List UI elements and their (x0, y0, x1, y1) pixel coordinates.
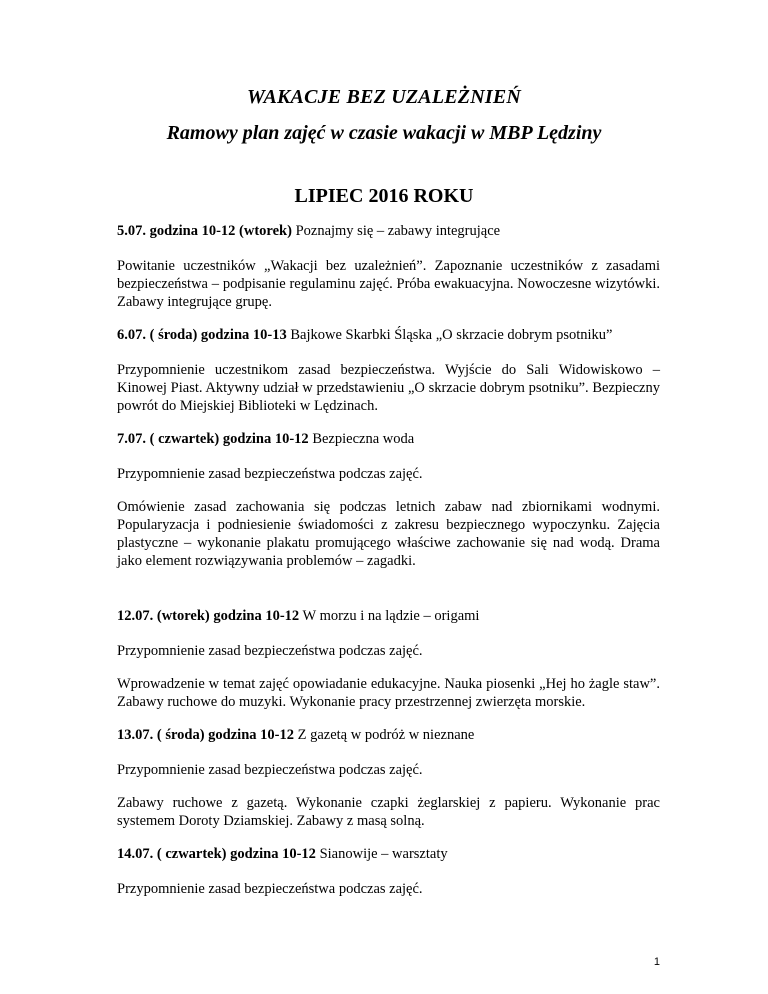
entry-topic: Z gazetą w podróż w nieznane (293, 727, 475, 743)
entry-paragraph: Przypomnienie zasad bezpieczeństwa podczas zajęć. (117, 643, 423, 659)
entry-topic: Bezpieczna woda (308, 431, 415, 447)
document-title: WAKACJE BEZ UZALEŻNIEŃ (246, 86, 522, 108)
entry-date: 6.07. ( środa) godzina 10-13 (117, 327, 287, 343)
entry-date: 14.07. ( czwartek) godzina 10-12 (117, 846, 316, 862)
entry-paragraph: Przypomnienie zasad bezpieczeństwa podczas zajęć. (117, 762, 423, 778)
entry-topic: Poznajmy się – zabawy integrujące (291, 223, 501, 239)
month-heading: LIPIEC 2016 ROKU (294, 185, 474, 207)
entry-heading (117, 222, 660, 240)
schedule-content (117, 222, 660, 913)
entry-heading (117, 845, 660, 863)
page-number: 1 (653, 956, 660, 968)
entry-paragraph: Przypomnienie zasad bezpieczeństwa podczas zajęć. (117, 881, 423, 897)
entry-topic: Sianowije – warsztaty (315, 846, 448, 862)
entry-paragraph: Omówienie zasad zachowania się podczas letnich zabaw nad zbiornikami wodnymi. Popularyzacja i podniesienie świadomości z zakresu bezpiecznego wypoczynku. Zajęcia plastyczne – wykonanie plakatu promującego właściwe zachowanie się nad wodą. Drama jako element rozwiązywania problemów – zagadki. (117, 499, 660, 569)
entry-date: 7.07. ( czwartek) godzina 10-12 (117, 431, 309, 447)
entry-paragraph: Przypomnienie zasad bezpieczeństwa podczas zajęć. (117, 466, 423, 482)
entry-paragraph: Powitanie uczestników „Wakacji bez uzależnień”. Zapoznanie uczestników z zasadami bezpieczeństwa – podpisanie regulaminu zajęć. Próba ewakuacyjna. Nowoczesne wizytówki. Zabawy integrujące grupę. (117, 258, 660, 310)
entry-topic: Bajkowe Skarbki Śląska „O skrzacie dobrym psotniku” (286, 327, 613, 343)
entry-paragraph: Przypomnienie uczestnikom zasad bezpieczeństwa. Wyjście do Sali Widowiskowo – Kinowej Piast. Aktywny udział w przedstawieniu „O skrzacie dobrym psotniku”. Bezpieczny powrót do Miejskiej Biblioteki w Lędzinach. (117, 362, 660, 414)
entry-heading (117, 430, 660, 448)
entry-heading (117, 326, 660, 344)
entry-date: 5.07. godzina 10-12 (wtorek) (117, 223, 292, 239)
document-subtitle: Ramowy plan zajęć w czasie wakacji w MBP Lędziny (166, 122, 602, 144)
entry-heading (117, 726, 660, 744)
entry-topic: W morzu i na lądzie – origami (299, 608, 480, 624)
entry-paragraph: Wprowadzenie w temat zajęć opowiadanie edukacyjne. Nauka piosenki „Hej ho żagle staw”. Zabawy ruchowe do muzyki. Wykonanie pracy przestrzennej zwierzęta morskie. (117, 676, 660, 710)
entry-heading (117, 607, 660, 625)
entry-date: 13.07. ( środa) godzina 10-12 (117, 727, 294, 743)
entry-date: 12.07. (wtorek) godzina 10-12 (117, 608, 300, 624)
entry-paragraph: Zabawy ruchowe z gazetą. Wykonanie czapki żeglarskiej z papieru. Wykonanie prac systemem Doroty Dziamskiej. Zabawy z masą solną. (117, 795, 660, 829)
